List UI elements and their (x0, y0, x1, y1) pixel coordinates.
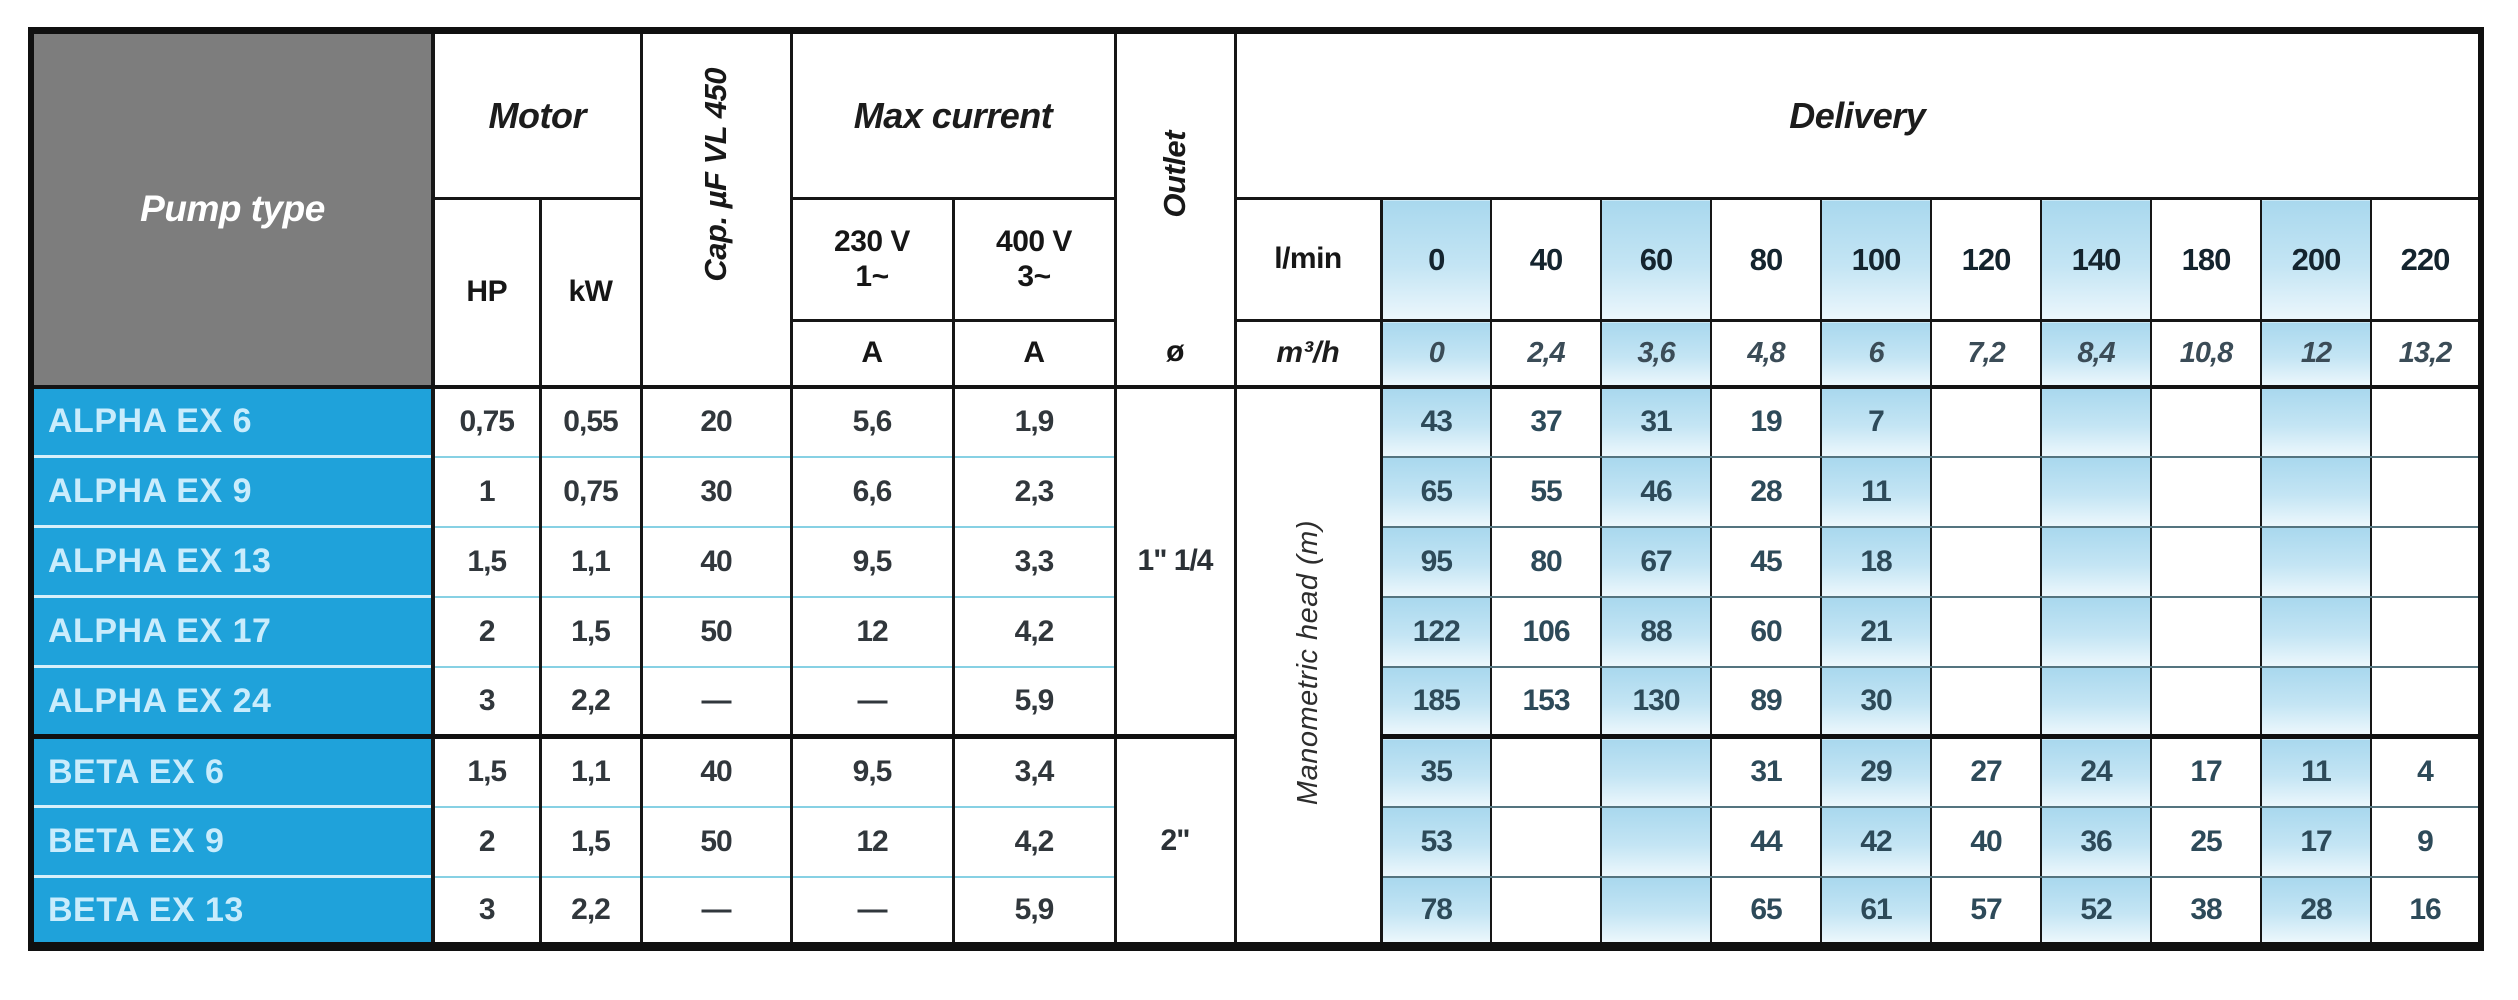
hp-value-cell: 2 (433, 597, 540, 667)
delivery-value-cell: 46 (1601, 457, 1711, 527)
delivery-value-cell (2151, 527, 2261, 597)
delivery-value-cell: 60 (1711, 597, 1821, 667)
current-400v-cell: 1,9 (953, 387, 1115, 457)
kw-value-cell: 2,2 (540, 877, 641, 947)
delivery-value-cell (1601, 877, 1711, 947)
delivery-value-cell: 130 (1601, 667, 1711, 737)
kw-value-cell: 1,5 (540, 807, 641, 877)
lmin-col-header: 0 (1381, 199, 1491, 321)
current-400v-cell: 4,2 (953, 807, 1115, 877)
diameter-unit: ø (1115, 321, 1235, 387)
kw-value-cell: 1,1 (540, 737, 641, 807)
lmin-col-header: 220 (2371, 199, 2481, 321)
delivery-value-cell (1931, 527, 2041, 597)
delivery-value-cell: 24 (2041, 737, 2151, 807)
m3h-col-header: 10,8 (2151, 321, 2261, 387)
manometric-head-label: Manometric head (m) (1291, 520, 1324, 806)
manometric-head-cell (1235, 387, 1381, 947)
hp-value-cell: 0,75 (433, 387, 540, 457)
outlet-size-cell: 2" (1115, 737, 1235, 947)
lmin-col-header: 80 (1711, 199, 1821, 321)
delivery-value-cell (2151, 597, 2261, 667)
m3h-col-header: 3,6 (1601, 321, 1711, 387)
delivery-value-cell: 4 (2371, 737, 2481, 807)
outlet-size-cell: 1" 1/4 (1115, 387, 1235, 737)
delivery-value-cell: 31 (1711, 737, 1821, 807)
delivery-value-cell: 42 (1821, 807, 1931, 877)
delivery-value-cell (1931, 597, 2041, 667)
lmin-col-header: 180 (2151, 199, 2261, 321)
delivery-value-cell (2261, 457, 2371, 527)
motor-group-header: Motor (433, 31, 641, 199)
delivery-value-cell (2371, 667, 2481, 737)
kw-value-cell: 1,1 (540, 527, 641, 597)
delivery-value-cell (2261, 667, 2371, 737)
m3h-col-header: 4,8 (1711, 321, 1821, 387)
m3h-col-header: 12 (2261, 321, 2371, 387)
pump-name-cell: ALPHA EX 6 (31, 387, 433, 457)
capacitor-value-cell: 40 (641, 527, 791, 597)
delivery-value-cell: 17 (2151, 737, 2261, 807)
kw-value-cell: 0,75 (540, 457, 641, 527)
delivery-value-cell: 18 (1821, 527, 1931, 597)
outlet-header-text: Outlet (1157, 131, 1193, 219)
delivery-value-cell: 36 (2041, 807, 2151, 877)
delivery-value-cell: 28 (1711, 457, 1821, 527)
delivery-value-cell (2041, 527, 2151, 597)
kw-value-cell: 1,5 (540, 597, 641, 667)
delivery-value-cell: 44 (1711, 807, 1821, 877)
current-230v-cell: — (791, 667, 953, 737)
pump-name-cell: BETA EX 13 (31, 877, 433, 947)
delivery-value-cell: 11 (1821, 457, 1931, 527)
delivery-value-cell: 52 (2041, 877, 2151, 947)
delivery-value-cell: 55 (1491, 457, 1601, 527)
lmin-col-header: 200 (2261, 199, 2371, 321)
delivery-value-cell: 7 (1821, 387, 1931, 457)
delivery-value-cell: 67 (1601, 527, 1711, 597)
delivery-value-cell (1491, 877, 1601, 947)
delivery-value-cell: 28 (2261, 877, 2371, 947)
current-400v-cell: 3,3 (953, 527, 1115, 597)
delivery-value-cell: 89 (1711, 667, 1821, 737)
delivery-value-cell: 38 (2151, 877, 2261, 947)
pump-rows (31, 387, 2481, 947)
delivery-value-cell (2261, 597, 2371, 667)
capacitor-value-cell: 50 (641, 807, 791, 877)
current-230v-cell: 12 (791, 597, 953, 667)
current-230v-cell: 6,6 (791, 457, 953, 527)
header-row-groups (31, 31, 2481, 199)
capacitor-value-cell: 50 (641, 597, 791, 667)
delivery-value-cell (2371, 457, 2481, 527)
capacitor-value-cell: 40 (641, 737, 791, 807)
pump-name-cell: BETA EX 9 (31, 807, 433, 877)
max-current-group-header: Max current (791, 31, 1115, 199)
delivery-value-cell (1491, 737, 1601, 807)
delivery-value-cell: 122 (1381, 597, 1491, 667)
lmin-col-header: 40 (1491, 199, 1601, 321)
delivery-value-cell: 53 (1381, 807, 1491, 877)
m3h-col-header: 8,4 (2041, 321, 2151, 387)
delivery-value-cell (2371, 387, 2481, 457)
hp-column-header: HP (433, 199, 540, 387)
capacitor-header-text: Cap. µF VL 450 (698, 67, 733, 282)
outlet-header-cell (1115, 31, 1235, 321)
capacitor-value-cell: 20 (641, 387, 791, 457)
m3h-col-header: 2,4 (1491, 321, 1601, 387)
current-400v-cell: 5,9 (953, 877, 1115, 947)
lmin-col-header: 140 (2041, 199, 2151, 321)
delivery-value-cell: 29 (1821, 737, 1931, 807)
delivery-value-cell (2151, 667, 2261, 737)
pump-row (31, 387, 2481, 457)
pump-name-cell: BETA EX 6 (31, 737, 433, 807)
delivery-value-cell (1931, 667, 2041, 737)
delivery-value-cell: 57 (1931, 877, 2041, 947)
lmin-row-label: l/min (1235, 199, 1381, 321)
current-230v-cell: 9,5 (791, 527, 953, 597)
m3h-col-header: 6 (1821, 321, 1931, 387)
pump-name-cell: ALPHA EX 24 (31, 667, 433, 737)
delivery-value-cell: 61 (1821, 877, 1931, 947)
capacitor-value-cell: — (641, 667, 791, 737)
delivery-value-cell (1601, 737, 1711, 807)
delivery-value-cell: 27 (1931, 737, 2041, 807)
current-400v-cell: 4,2 (953, 597, 1115, 667)
current-230v-cell: — (791, 877, 953, 947)
delivery-value-cell: 95 (1381, 527, 1491, 597)
delivery-value-cell: 16 (2409, 892, 2441, 926)
delivery-value-cell (2041, 387, 2151, 457)
delivery-value-cell: 37 (1491, 387, 1601, 457)
lmin-col-header: 120 (1931, 199, 2041, 321)
voltage-400-line2: 3~ (1017, 259, 1051, 293)
delivery-value-cell: 43 (1381, 387, 1491, 457)
capacitor-header-cell (641, 31, 791, 321)
delivery-value-cell: 35 (1381, 737, 1491, 807)
delivery-value-cell: 106 (1491, 597, 1601, 667)
delivery-value-cell: 88 (1601, 597, 1711, 667)
voltage-230-line2: 1~ (855, 259, 889, 293)
current-230v-cell: 5,6 (791, 387, 953, 457)
amp-400-unit: A (953, 321, 1115, 387)
delivery-value-cell: 11 (2261, 737, 2371, 807)
delivery-value-cell: 30 (1821, 667, 1931, 737)
delivery-value-cell: 45 (1711, 527, 1821, 597)
delivery-value-cell (2261, 527, 2371, 597)
delivery-value-cell (2261, 387, 2371, 457)
delivery-value-cell (1931, 457, 2041, 527)
delivery-value-cell (2041, 457, 2151, 527)
delivery-value-cell (2041, 597, 2151, 667)
hp-value-cell: 1 (433, 457, 540, 527)
voltage-400-header (953, 199, 1115, 321)
m3h-col-header: 7,2 (1931, 321, 2041, 387)
delivery-value-cell: 19 (1711, 387, 1821, 457)
delivery-value-cell: 80 (1491, 527, 1601, 597)
pump-spec-table (28, 27, 2484, 951)
delivery-value-cell (2371, 527, 2481, 597)
voltage-230-header (791, 199, 953, 321)
delivery-value-cell (1491, 807, 1601, 877)
voltage-400-line1: 400 V (996, 225, 1072, 258)
current-230v-cell: 12 (791, 807, 953, 877)
delivery-value-cell (1601, 807, 1711, 877)
delivery-value-cell (2371, 597, 2481, 667)
pump-name-cell: ALPHA EX 17 (31, 597, 433, 667)
m3h-col-header: 13,2 (2371, 321, 2481, 387)
hp-value-cell: 1,5 (433, 527, 540, 597)
delivery-value-cell (2151, 387, 2261, 457)
m3h-col-header: 0 (1381, 321, 1491, 387)
delivery-value-cell: 65 (1381, 457, 1491, 527)
m3h-row-label: m³/h (1235, 321, 1381, 387)
voltage-230-line1: 230 V (834, 225, 910, 258)
delivery-value-cell: 153 (1491, 667, 1601, 737)
pump-type-header: Pump type (31, 31, 433, 387)
current-400v-cell: 5,9 (953, 667, 1115, 737)
delivery-value-cell: 9 (2371, 807, 2481, 877)
capacitor-value-cell: — (641, 877, 791, 947)
pump-name-cell: ALPHA EX 9 (31, 457, 433, 527)
kw-column-header: kW (540, 199, 641, 387)
delivery-value-cell: 40 (1931, 807, 2041, 877)
kw-value-cell: 2,2 (540, 667, 641, 737)
delivery-value-cell: 78 (1381, 877, 1491, 947)
current-400v-cell: 3,4 (953, 737, 1115, 807)
delivery-value-cell: 185 (1381, 667, 1491, 737)
delivery-value-cell (2041, 667, 2151, 737)
hp-value-cell: 2 (433, 807, 540, 877)
pump-name-cell: ALPHA EX 13 (31, 527, 433, 597)
kw-value-cell: 0,55 (540, 387, 641, 457)
lmin-col-header: 100 (1821, 199, 1931, 321)
amp-230-unit: A (791, 321, 953, 387)
capacitor-value-cell: 30 (641, 457, 791, 527)
hp-value-cell: 3 (433, 877, 540, 947)
current-400v-cell: 2,3 (953, 457, 1115, 527)
capacitor-unit-cell (641, 321, 791, 387)
delivery-value-cell (2151, 457, 2261, 527)
delivery-value-cell: 65 (1711, 877, 1821, 947)
lmin-col-header: 60 (1601, 199, 1711, 321)
hp-value-cell: 1,5 (433, 737, 540, 807)
current-230v-cell: 9,5 (791, 737, 953, 807)
delivery-value-cell: 17 (2261, 807, 2371, 877)
delivery-group-header: Delivery (1235, 31, 2481, 199)
delivery-value-cell: 21 (1821, 597, 1931, 667)
delivery-value-cell: 25 (2151, 807, 2261, 877)
delivery-value-cell: 31 (1601, 387, 1711, 457)
delivery-value-cell (1931, 387, 2041, 457)
hp-value-cell: 3 (433, 667, 540, 737)
